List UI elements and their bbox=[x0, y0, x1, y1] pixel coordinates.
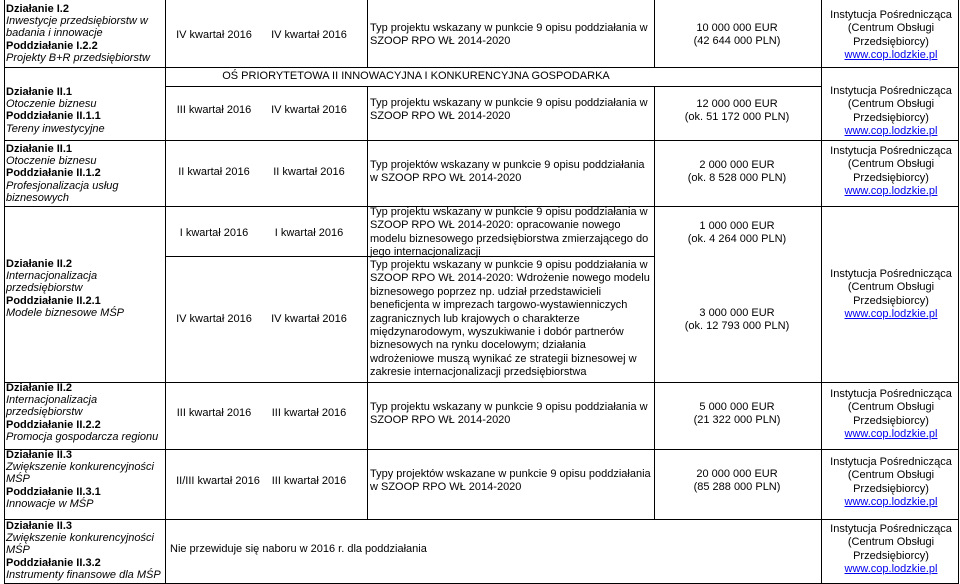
subaction-title: Promocja gospodarcza regionu bbox=[6, 430, 159, 443]
institution-name: Instytucja Pośrednicząca bbox=[830, 456, 952, 468]
institution-link[interactable]: www.cop.lodzkie.pl bbox=[844, 125, 938, 138]
amount-pln: (ok. 8 528 000 PLN) bbox=[687, 172, 787, 184]
row-2-end-quarter: II kwartał 2016 bbox=[273, 166, 345, 178]
row-0-institution bbox=[824, 9, 958, 63]
subaction-title: Tereny inwestycyjne bbox=[6, 122, 105, 135]
row-1-project-type: Typ projektu wskazany w punkcie 9 opisu poddziałania w SZOOP RPO WŁ 2014-2020 bbox=[370, 97, 648, 123]
action-code: Działanie II.3 bbox=[6, 449, 73, 461]
row-2-institution bbox=[824, 145, 958, 199]
institution-name: Przedsiębiorcy) bbox=[853, 482, 929, 495]
row-3b-end-quarter: IV kwartał 2016 bbox=[271, 313, 347, 325]
action-code: Działanie II.3 bbox=[6, 520, 73, 532]
institution-link[interactable]: www.cop.lodzkie.pl bbox=[844, 428, 938, 441]
row-2-measure bbox=[6, 143, 164, 204]
institution-link[interactable]: www.cop.lodzkie.pl bbox=[844, 308, 938, 321]
institution-name: Instytucja Pośrednicząca bbox=[830, 85, 952, 97]
action-code: Działanie II.2 bbox=[6, 258, 73, 270]
institution-name: (Centrum Obsługi bbox=[847, 22, 935, 35]
row-4-start-quarter: III kwartał 2016 bbox=[176, 407, 252, 419]
amount-pln: (42 644 000 PLN) bbox=[693, 35, 781, 47]
institution-link[interactable]: www.cop.lodzkie.pl bbox=[844, 49, 938, 62]
subaction-title: Profesjonalizacja usług biznesowych bbox=[6, 179, 119, 204]
row-6-institution bbox=[824, 523, 958, 577]
row-3b-project-type: Typ projektu wskazany w punkcie 9 opisu poddziałania w SZOOP RPO WŁ 2014-2020: Wdrożenie nowego modelu biznesowego poprzez np. udział przedstawicieli beneficjenta w imprezach targowo-wystawienniczych zagranicznych lub krajowych o charakterze międzynarodowym, wyszukiwanie i dobór partnerów biznesowych na rynku docelowym; działania wdrożeniowe muszą wynikać ze strategii biznesowej w zakresie internacjonalizacji przedsiębiorstwa bbox=[370, 259, 650, 379]
subaction-title: Projekty B+R przedsiębiorstw bbox=[6, 51, 150, 64]
row-1-amount bbox=[656, 98, 818, 124]
no-call-note: Nie przewiduje się naboru w 2016 r. dla poddziałania bbox=[170, 543, 427, 555]
row-5-institution bbox=[824, 456, 958, 510]
action-code: Działanie II.2 bbox=[6, 382, 73, 394]
institution-name: (Centrum Obsługi bbox=[847, 469, 935, 482]
institution-name: (Centrum Obsługi bbox=[847, 536, 935, 549]
institution-name: Przedsiębiorcy) bbox=[853, 414, 929, 427]
subaction-code: Poddziałanie II.2.2 bbox=[6, 418, 101, 431]
row-5-project-type: Typy projektów wskazane w punkcie 9 opisu poddziałania w SZOOP RPO WŁ 2014-2020 bbox=[370, 468, 651, 494]
row-1-institution bbox=[824, 85, 958, 139]
institution-name: Przedsiębiorcy) bbox=[853, 111, 929, 124]
row-5-start-quarter: II/III kwartał 2016 bbox=[176, 475, 260, 487]
institution-name: Instytucja Pośrednicząca bbox=[830, 523, 952, 535]
action-title: Internacjonalizacja przedsiębiorstw bbox=[6, 394, 98, 419]
row-4-institution bbox=[824, 388, 958, 442]
row-3b-start-quarter: IV kwartał 2016 bbox=[176, 313, 252, 325]
row-4-measure bbox=[6, 382, 164, 443]
amount-eur: 2 000 000 EUR bbox=[699, 159, 775, 171]
amount-pln: (ok. 51 172 000 PLN) bbox=[684, 111, 790, 123]
row-4-end-quarter: III kwartał 2016 bbox=[271, 407, 347, 419]
row-0-amount bbox=[656, 22, 818, 48]
institution-name: (Centrum Obsługi bbox=[847, 281, 935, 294]
institution-name: Instytucja Pośrednicząca bbox=[830, 9, 952, 21]
row-3a-amount bbox=[656, 220, 818, 246]
row-3a-project-type: Typ projektu wskazany w punkcie 9 opisu poddziałania w SZOOP RPO WŁ 2014-2020: opracowanie nowego modelu biznesowego przedsiębiorstwa zmierzającego do jego internacjonalizacji bbox=[370, 206, 649, 259]
row-4-amount bbox=[656, 401, 818, 427]
subaction-code: Poddziałanie II.2.1 bbox=[6, 294, 101, 307]
subaction-title: Innowacje w MŚP bbox=[6, 497, 94, 510]
row-1-measure bbox=[6, 86, 164, 135]
action-title: Inwestycje przedsiębiorstw w badania i innowacje bbox=[6, 15, 148, 40]
institution-link[interactable]: www.cop.lodzkie.pl bbox=[844, 563, 938, 576]
amount-pln: (85 288 000 PLN) bbox=[693, 481, 781, 493]
subaction-code: Poddziałanie I.2.2 bbox=[6, 39, 98, 52]
institution-name: Przedsiębiorcy) bbox=[853, 294, 929, 307]
amount-pln: (21 322 000 PLN) bbox=[693, 414, 781, 426]
row-3b-amount bbox=[656, 307, 818, 333]
subaction-code: Poddziałanie II.1.2 bbox=[6, 167, 101, 180]
row-3-measure bbox=[6, 258, 164, 319]
institution-name: Przedsiębiorcy) bbox=[853, 35, 929, 48]
subaction-code: Poddziałanie II.1.1 bbox=[6, 110, 101, 123]
amount-eur: 3 000 000 EUR bbox=[699, 307, 775, 319]
amount-eur: 10 000 000 EUR bbox=[696, 22, 778, 34]
amount-eur: 1 000 000 EUR bbox=[699, 220, 775, 232]
row-5-measure bbox=[6, 449, 164, 510]
institution-link[interactable]: www.cop.lodzkie.pl bbox=[844, 185, 938, 198]
row-0-start-quarter: IV kwartał 2016 bbox=[176, 29, 252, 41]
row-2-start-quarter: II kwartał 2016 bbox=[178, 166, 250, 178]
institution-name: Instytucja Pośrednicząca bbox=[830, 388, 952, 400]
row-3-institution bbox=[824, 268, 958, 322]
action-code: Działanie II.1 bbox=[6, 143, 73, 155]
action-title: Otoczenie biznesu bbox=[6, 98, 97, 111]
institution-name: Instytucja Pośrednicząca bbox=[830, 145, 952, 157]
row-1-start-quarter: III kwartał 2016 bbox=[176, 104, 252, 116]
institution-name: Przedsiębiorcy) bbox=[853, 171, 929, 184]
subaction-code: Poddziałanie II.3.1 bbox=[6, 485, 101, 498]
action-title: Otoczenie biznesu bbox=[6, 155, 97, 168]
row-1-end-quarter: IV kwartał 2016 bbox=[271, 104, 347, 116]
action-title: Zwiększenie konkurencyjności MŚP bbox=[6, 461, 154, 486]
subaction-title: Modele biznesowe MŚP bbox=[6, 306, 125, 319]
subaction-code: Poddziałanie II.3.2 bbox=[6, 556, 101, 569]
subaction-title: Instrumenty finansowe dla MŚP bbox=[6, 568, 161, 581]
institution-name: Przedsiębiorcy) bbox=[853, 549, 929, 562]
amount-pln: (ok. 12 793 000 PLN) bbox=[684, 320, 790, 332]
institution-name: (Centrum Obsługi bbox=[847, 401, 935, 414]
institution-name: (Centrum Obsługi bbox=[847, 98, 935, 111]
amount-eur: 5 000 000 EUR bbox=[699, 401, 775, 413]
action-title: Internacjonalizacja przedsiębiorstw bbox=[6, 270, 98, 295]
institution-link[interactable]: www.cop.lodzkie.pl bbox=[844, 496, 938, 509]
row-5-amount bbox=[656, 468, 818, 494]
action-title: Zwiększenie konkurencyjności MŚP bbox=[6, 532, 154, 557]
row-3a-start-quarter: I kwartał 2016 bbox=[179, 227, 249, 239]
institution-name: Instytucja Pośrednicząca bbox=[830, 268, 952, 280]
institution-name: (Centrum Obsługi bbox=[847, 158, 935, 171]
amount-eur: 12 000 000 EUR bbox=[696, 98, 778, 110]
row-3a-end-quarter: I kwartał 2016 bbox=[274, 227, 344, 239]
row-0-measure bbox=[6, 3, 164, 64]
priority-axis-heading: OŚ PRIORYTETOWA II INNOWACYJNA I KONKURENCYJNA GOSPODARKA bbox=[222, 70, 610, 82]
amount-eur: 20 000 000 EUR bbox=[696, 468, 778, 480]
row-2-amount bbox=[656, 159, 818, 185]
row-6-measure bbox=[6, 520, 164, 581]
amount-pln: (ok. 4 264 000 PLN) bbox=[687, 233, 787, 245]
row-5-end-quarter: III kwartał 2016 bbox=[271, 475, 347, 487]
row-0-end-quarter: IV kwartał 2016 bbox=[271, 29, 347, 41]
row-4-project-type: Typ projektu wskazany w punkcie 9 opisu poddziałania w SZOOP RPO WŁ 2014-2020 bbox=[370, 401, 648, 427]
action-code: Działanie II.1 bbox=[6, 86, 73, 98]
row-0-project-type: Typ projektu wskazany w punkcie 9 opisu poddziałania w SZOOP RPO WŁ 2014-2020 bbox=[370, 22, 648, 48]
row-2-project-type: Typ projektów wskazany w punkcie 9 opisu poddziałania w SZOOP RPO WŁ 2014-2020 bbox=[370, 159, 645, 185]
action-code: Działanie I.2 bbox=[6, 3, 69, 15]
